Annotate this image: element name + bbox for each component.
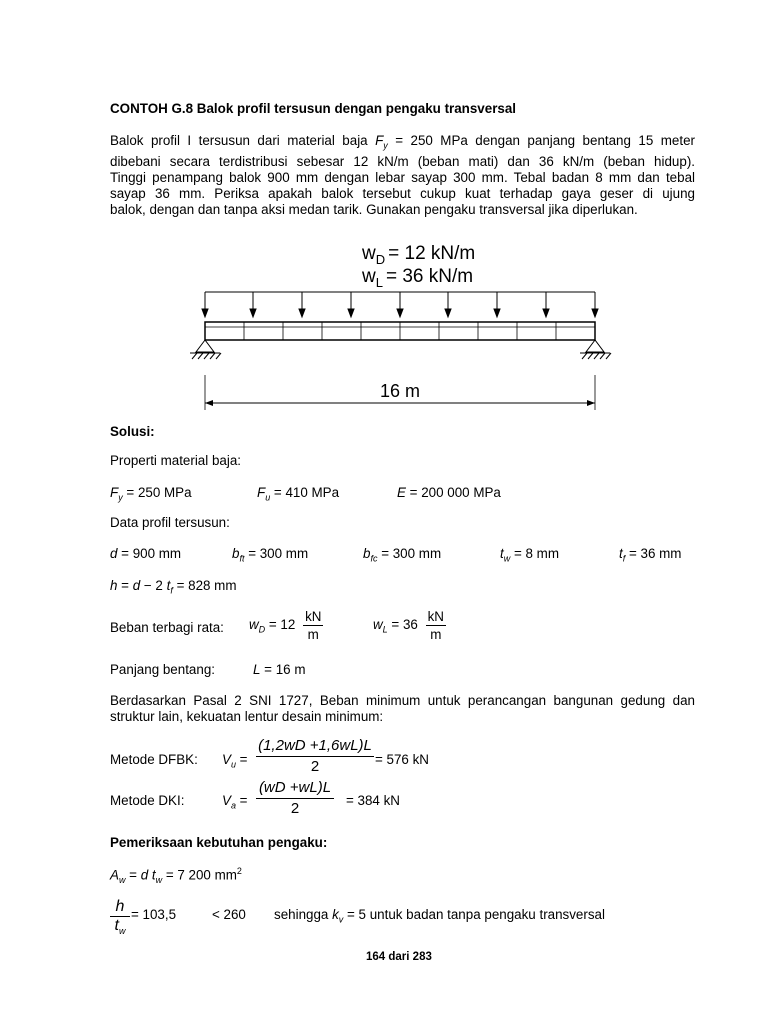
aw-equation [110,866,242,885]
ratio-den-sub: w [118,926,126,937]
ratio-k: k [332,907,339,922]
beban-wl-unit [426,608,446,643]
dfbk-numerator: (1,2wD +1,6wL)L [256,736,374,757]
beban-wd-sub: D [258,624,266,635]
dki-v-sym: V [222,793,231,808]
ratio-limit: < 260 [212,907,246,922]
dki-denominator: 2 [290,800,300,817]
ratio-ksub: v [338,914,344,925]
fy-val: = 250 MPa [122,485,192,500]
profil-tw [500,546,559,564]
intro-line-3: Tinggi penampang balok 900 mm dengan lebar sayap 300 mm. Tebal badan 8 mm dan tebal [110,169,695,185]
dfbk-fraction [256,736,374,776]
bfc-sym: b [363,546,371,561]
tf-val: = 36 mm [625,546,682,561]
h-eq-tsub: f [170,585,173,596]
beam-diagram [180,235,620,420]
bft-sub: ft [239,553,245,564]
profil-bfc [363,546,441,564]
e-val: = 200 000 MPa [405,485,501,500]
bentang-label: Panjang bentang: [110,662,215,677]
bentang-val: = 16 m [260,662,306,677]
pasal-paragraph [110,693,695,725]
profil-d [110,546,181,561]
bft-sym: b [232,546,240,561]
beban-label: Beban terbagi rata: [110,620,224,635]
unit-num-2: kN [427,609,444,624]
e-sym: E [397,485,406,500]
fy-sym: F [110,485,119,500]
intro-line-2: dibebani secara terdistribusi sebesar 12 kN/m (beban mati) dan 36 kN/m (beban hidup). [110,153,695,169]
aw-t: t [148,867,156,883]
tf-sub: f [622,553,626,564]
beban-wd [249,608,323,643]
fy-sub: y [118,492,123,503]
ratio-text-post: = 5 untuk badan tanpa pengaku transversal [343,907,605,922]
bfc-sub: fc [370,553,378,564]
dki-label: Metode DKI: [110,793,185,808]
tw-sub: w [503,553,511,564]
beban-wl [373,608,446,643]
dfbk-v [222,752,248,770]
aw-asub: w [118,875,126,886]
dki-v [222,793,248,811]
h-eq-mid: = [117,578,133,593]
intro-line-4: sayap 36 mm. Periksa apakah balok tersebut cukup kuat terhadap gaya geser di ujung [110,185,695,201]
profil-heading: Data profil tersusun: [110,515,230,530]
d-val: = 900 mm [117,546,182,561]
h-eq-rest: − 2 [140,578,167,593]
ratio-text [274,907,605,925]
tw-sym: t [500,546,504,561]
beban-wl-sub: L [382,624,388,635]
beban-wd-unit [303,608,323,643]
ratio-text-pre: sehingga [274,907,333,922]
ratio-den-t: t [114,917,119,934]
profil-tf [619,546,681,564]
h-sym: h [110,578,118,593]
aw-tsub: w [155,875,163,886]
profil-bft [232,546,308,564]
intro-line-1-pre: Balok profil I tersusun dari material baja [110,133,376,148]
wl-label: $w_L = 36$ kN/m [362,266,474,290]
dfbk-denominator: 2 [310,758,320,775]
dim-arrow-left [205,400,213,406]
intro-paragraph [110,133,695,218]
ratio-fraction [110,897,130,940]
beban-wd-val: = 12 [265,616,296,632]
unit-den-2: m [430,627,442,642]
dki-fraction [256,778,334,818]
pasal-line-1: Berdasarkan Pasal 2 SNI 1727, Beban minimum untuk perancangan bangunan gedung dan [110,693,695,708]
material-e [397,485,501,500]
h-eq-d: d [132,578,141,593]
d-sym: d [110,546,118,561]
aw-d: d [140,867,149,883]
h-equation [110,578,237,596]
dki-v-sub: a [230,800,236,811]
bfc-val: = 300 mm [377,546,442,561]
dfbk-result: = 576 kN [375,752,429,767]
ratio-value: = 103,5 [131,907,177,922]
dfbk-eq: = [235,752,248,767]
page-number: 164 dari 283 [366,951,432,963]
material-fy [110,485,192,503]
dfbk-v-sym: V [222,752,231,767]
material-heading: Properti material baja: [110,453,241,468]
bentang-sym: L [253,662,261,677]
unit-den-1: m [307,627,319,642]
span-label: 16 m [379,381,421,401]
dfbk-label: Metode DFBK: [110,752,198,767]
solusi-heading: Solusi: [110,424,155,439]
load-arrows [202,292,598,317]
dim-arrow-right [587,400,595,406]
dki-eq: = [235,793,248,808]
dki-result: = 384 kN [346,793,400,808]
beban-wd-sym: w [249,616,259,632]
wd-label: $w_D = 12$ kN/m [362,243,476,267]
ratio-numerator: h [110,897,130,917]
aw-sup: 2 [236,866,242,876]
intro-line-5: balok, dengan dan tanpa aksi medan tarik. Gunakan pengaku transversal jika diperlukan. [110,201,638,217]
fy-subscript: y [383,140,388,151]
dki-numerator: (wD +wL)L [256,778,334,799]
fy-symbol: F [375,133,384,148]
beban-wl-val: = 36 [387,616,418,632]
aw-a: A [110,867,119,883]
pemeriksaan-heading: Pemeriksaan kebutuhan pengaku: [110,835,328,850]
right-support [580,340,611,359]
intro-line-1 [110,133,695,154]
intro-line-1-post: = 250 MPa dengan panjang bentang 15 meter [387,133,695,148]
pasal-line-2: struktur lain, kekuatan lentur desain minimum: [110,709,384,724]
aw-mid: = [125,867,141,883]
ratio-denominator [110,917,130,940]
dfbk-v-sub: u [230,759,236,770]
material-fu [257,485,339,503]
beban-wl-sym: w [373,616,383,632]
tf-sym: t [619,546,623,561]
fu-sub: u [265,492,271,503]
bft-val: = 300 mm [244,546,309,561]
bentang-value [253,662,305,677]
h-eq-t: t [166,578,171,593]
unit-num-1: kN [305,609,322,624]
fu-val: = 410 MPa [270,485,340,500]
example-title: CONTOH G.8 Balok profil tersusun dengan pengaku transversal [110,101,517,116]
fu-sym: F [257,485,266,500]
h-eq-val: = 828 mm [172,578,237,593]
tw-val: = 8 mm [510,546,559,561]
aw-val: = 7 200 mm [162,867,237,883]
left-support [190,340,221,359]
